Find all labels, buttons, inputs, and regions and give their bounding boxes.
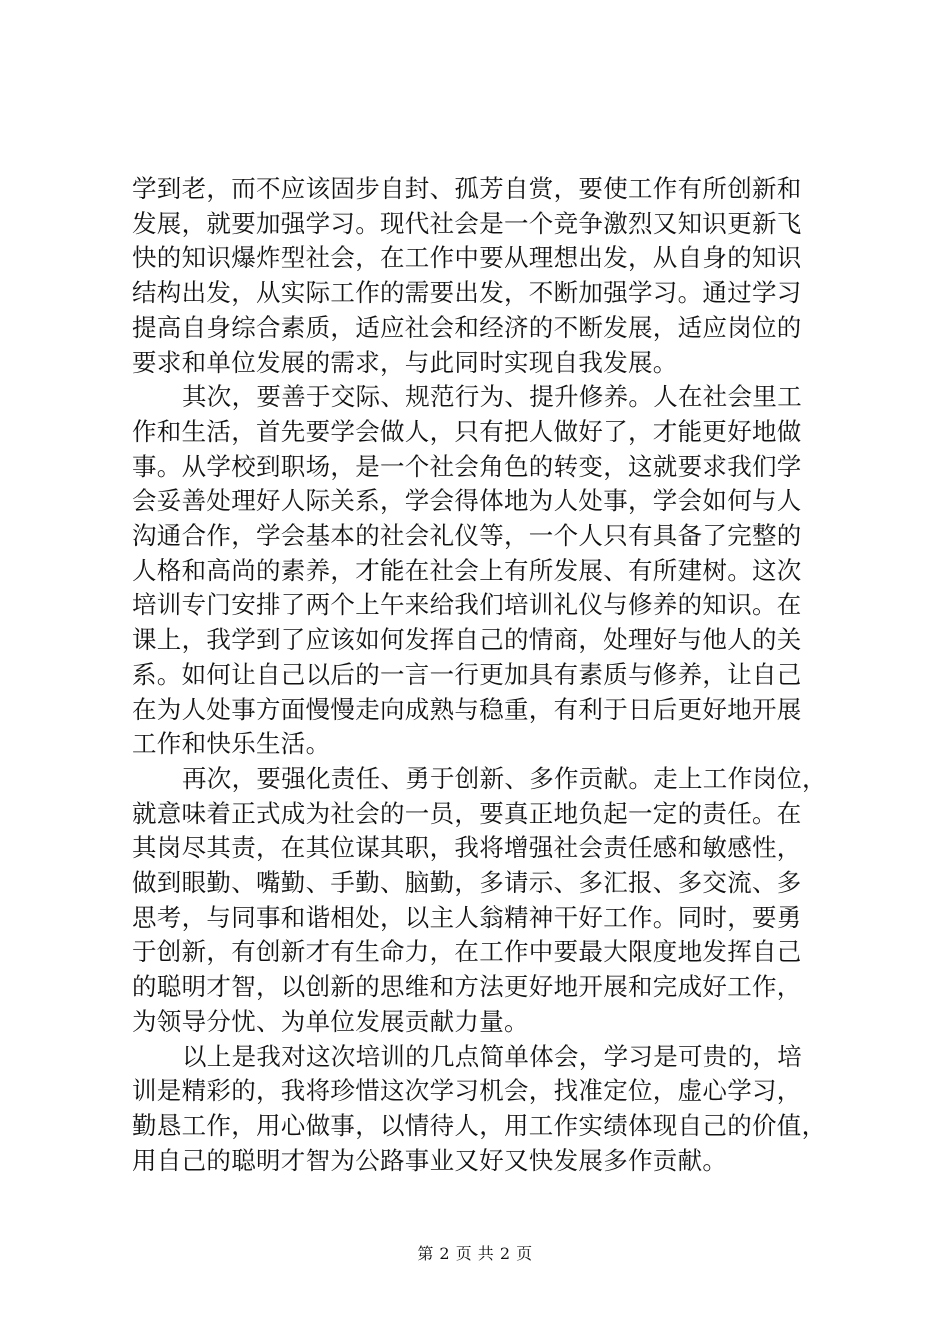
text-line: 思考，与同事和谐相处，以主人翁精神干好工作。同时，要勇 <box>132 902 802 932</box>
paragraph-start-line: 以上是我对这次培训的几点简单体会，学习是可贵的，培 <box>182 1041 802 1071</box>
text-line: 其岗尽其责，在其位谋其职，我将增强社会责任感和敏感性， <box>132 833 802 863</box>
text-line: 系。如何让自己以后的一言一行更加具有素质与修养，让自己 <box>132 659 802 689</box>
text-line: 要求和单位发展的需求，与此同时实现自我发展。 <box>132 347 678 377</box>
text-line: 于创新，有创新才有生命力，在工作中要最大限度地发挥自己 <box>132 937 802 967</box>
text-line: 就意味着正式成为社会的一员，要真正地负起一定的责任。在 <box>132 798 802 828</box>
text-line: 提高自身综合素质，适应社会和经济的不断发展，适应岗位的 <box>132 312 802 342</box>
text-line: 作和生活，首先要学会做人，只有把人做好了，才能更好地做 <box>132 416 802 446</box>
text-line: 为领导分忧、为单位发展贡献力量。 <box>132 1006 529 1036</box>
document-body <box>132 172 832 1178</box>
text-line: 快的知识爆炸型社会，在工作中要从理想出发，从自身的知识 <box>132 243 802 273</box>
text-line: 在为人处事方面慢慢走向成熟与稳重，有利于日后更好地开展 <box>132 694 802 724</box>
text-line: 沟通合作，学会基本的社会礼仪等，一个人只有具备了完整的 <box>132 521 802 551</box>
text-line: 勤恳工作，用心做事，以情待人，用工作实绩体现自己的价值， <box>132 1110 827 1140</box>
text-line: 事。从学校到职场，是一个社会角色的转变，这就要求我们学 <box>132 451 802 481</box>
text-line: 做到眼勤、嘴勤、手勤、脑勤，多请示、多汇报、多交流、多 <box>132 868 802 898</box>
text-line: 的聪明才智，以创新的思维和方法更好地开展和完成好工作， <box>132 972 802 1002</box>
paragraph-start-line: 其次，要善于交际、规范行为、提升修养。人在社会里工 <box>182 382 802 412</box>
text-line: 课上，我学到了应该如何发挥自己的情商，处理好与他人的关 <box>132 625 802 655</box>
text-line: 人格和高尚的素养，才能在社会上有所发展、有所建树。这次 <box>132 555 802 585</box>
text-line: 用自己的聪明才智为公路事业又好又快发展多作贡献。 <box>132 1145 728 1175</box>
text-line: 工作和快乐生活。 <box>132 729 331 759</box>
text-line: 会妥善处理好人际关系，学会得体地为人处事，学会如何与人 <box>132 486 802 516</box>
text-line: 培训专门安排了两个上午来给我们培训礼仪与修养的知识。在 <box>132 590 802 620</box>
paragraph-start-line: 再次，要强化责任、勇于创新、多作贡献。走上工作岗位， <box>182 763 827 793</box>
page-number-footer: 第 2 页 共 2 页 <box>417 1244 533 1263</box>
text-line: 结构出发，从实际工作的需要出发，不断加强学习。通过学习 <box>132 278 802 308</box>
text-line: 训是精彩的，我将珍惜这次学习机会，找准定位，虚心学习， <box>132 1076 802 1106</box>
text-line: 发展，就要加强学习。现代社会是一个竞争激烈又知识更新飞 <box>132 208 802 238</box>
text-line: 学到老，而不应该固步自封、孤芳自赏，要使工作有所创新和 <box>132 174 802 203</box>
